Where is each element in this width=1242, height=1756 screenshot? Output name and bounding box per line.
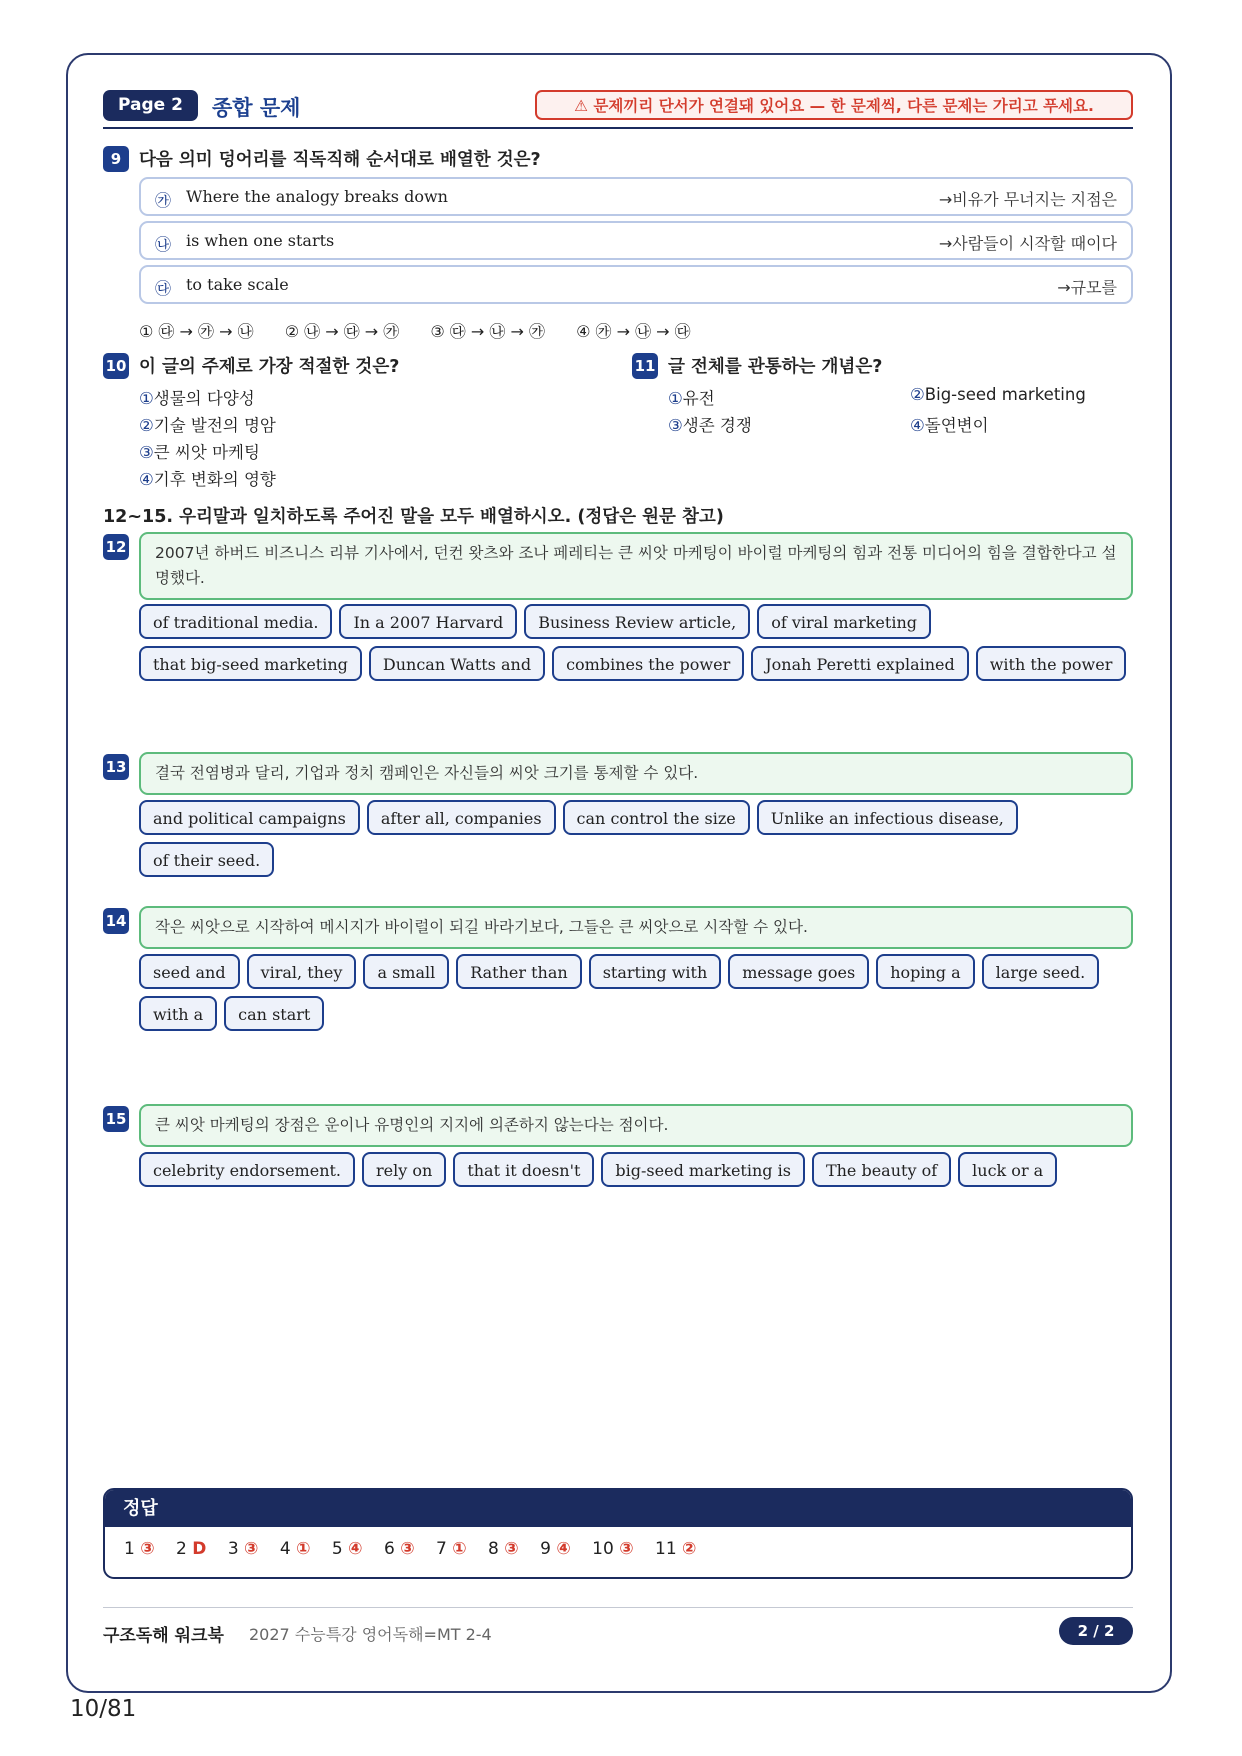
word-tile[interactable]: of traditional media. bbox=[139, 604, 332, 639]
question-9-text: 다음 의미 덩어리를 직독직해 순서대로 배열한 것은? bbox=[139, 150, 541, 170]
option-text: Big-seed marketing bbox=[924, 385, 1086, 404]
chunk-symbol: ㉮ bbox=[155, 191, 172, 210]
chunk-symbol: ㉯ bbox=[155, 235, 172, 254]
question-number-13: 13 bbox=[103, 754, 129, 780]
answer-item: 5 ④ bbox=[331, 1539, 363, 1559]
word-tile[interactable]: that big-seed marketing bbox=[139, 646, 362, 681]
option-item[interactable] bbox=[910, 412, 989, 436]
question-10-text: 이 글의 주제로 가장 적절한 것은? bbox=[139, 357, 400, 377]
word-tile[interactable]: can start bbox=[224, 996, 324, 1031]
option-mark: ② bbox=[910, 385, 925, 404]
option-mark: ③ bbox=[139, 443, 154, 462]
word-tile[interactable]: celebrity endorsement. bbox=[139, 1152, 355, 1187]
word-tile[interactable]: with a bbox=[139, 996, 217, 1031]
word-tile[interactable]: large seed. bbox=[982, 954, 1100, 989]
answer-item: 2 D bbox=[176, 1539, 207, 1559]
word-tile[interactable]: combines the power bbox=[552, 646, 744, 681]
answer-item: 10 ③ bbox=[592, 1539, 634, 1559]
option-mark: ② bbox=[139, 416, 154, 435]
answer-key-row bbox=[105, 1527, 1131, 1559]
header-divider bbox=[103, 127, 1133, 129]
answer-item: 1 ③ bbox=[124, 1539, 155, 1559]
chunk-english: is when one starts bbox=[186, 231, 335, 250]
question-number-15: 15 bbox=[103, 1106, 129, 1132]
option-item[interactable] bbox=[139, 439, 260, 463]
word-tile[interactable]: with the power bbox=[976, 646, 1127, 681]
word-tile[interactable]: after all, companies bbox=[367, 800, 556, 835]
option-mark: ① bbox=[139, 389, 154, 408]
footer-title: 구조독해 워크북 bbox=[103, 1626, 224, 1646]
word-tile[interactable]: a small bbox=[363, 954, 449, 989]
answer-key bbox=[103, 1488, 1133, 1579]
answer-item: 11 ② bbox=[655, 1539, 697, 1559]
word-tile[interactable]: Duncan Watts and bbox=[369, 646, 545, 681]
korean-prompt: 작은 씨앗으로 시작하여 메시지가 바이럴이 되길 바라기보다, 그들은 큰 씨앗으로 시작할 수 있다. bbox=[139, 906, 1133, 949]
word-tiles bbox=[139, 604, 1139, 688]
option-text: 돌연변이 bbox=[924, 416, 989, 435]
word-tile[interactable]: that it doesn't bbox=[453, 1152, 594, 1187]
question-number-12: 12 bbox=[103, 534, 129, 560]
question-number-11: 11 bbox=[632, 353, 658, 379]
word-tile[interactable]: Unlike an infectious disease, bbox=[757, 800, 1018, 835]
word-tile[interactable]: starting with bbox=[589, 954, 722, 989]
question-9-options bbox=[139, 319, 717, 342]
footer-divider bbox=[103, 1607, 1133, 1608]
footer-page-badge: 2 / 2 bbox=[1059, 1617, 1133, 1645]
word-tile[interactable]: seed and bbox=[139, 954, 240, 989]
option-item[interactable] bbox=[910, 385, 1086, 404]
option-item[interactable]: ③ ㉰ → ㉯ → ㉮ bbox=[430, 322, 545, 341]
word-tile[interactable]: big-seed marketing is bbox=[601, 1152, 805, 1187]
word-tile[interactable]: viral, they bbox=[247, 954, 357, 989]
option-text: 생물의 다양성 bbox=[153, 389, 255, 408]
chunk-korean: →사람들이 시작할 때이다 bbox=[938, 234, 1117, 253]
footer-subtitle: 2027 수능특강 영어독해=MT 2-4 bbox=[249, 1625, 492, 1644]
option-text: 유전 bbox=[682, 389, 715, 408]
word-tile[interactable]: rely on bbox=[362, 1152, 446, 1187]
korean-prompt: 2007년 하버드 비즈니스 리뷰 기사에서, 던컨 왓츠와 조나 페레티는 큰 씨앗 마케팅이 바이럴 마케팅의 힘과 전통 미디어의 힘을 결합한다고 설명했다. bbox=[139, 532, 1133, 600]
answer-item: 8 ③ bbox=[488, 1539, 519, 1559]
option-item[interactable] bbox=[668, 385, 715, 409]
korean-prompt: 큰 씨앗 마케팅의 장점은 운이나 유명인의 지지에 의존하지 않는다는 점이다. bbox=[139, 1104, 1133, 1147]
section-heading: 12~15. 우리말과 일치하도록 주어진 말을 모두 배열하시오. (정답은 원문 참고) bbox=[103, 507, 724, 527]
question-number-14: 14 bbox=[103, 908, 129, 934]
answer-item: 6 ③ bbox=[383, 1539, 415, 1559]
word-tiles bbox=[139, 954, 1139, 1038]
chunk-symbol: ㉰ bbox=[155, 279, 172, 298]
option-item[interactable] bbox=[668, 412, 752, 436]
word-tile[interactable]: luck or a bbox=[958, 1152, 1057, 1187]
word-tile[interactable]: and political campaigns bbox=[139, 800, 360, 835]
option-mark: ③ bbox=[668, 416, 683, 435]
page-title: 종합 문제 bbox=[212, 96, 301, 120]
option-item[interactable]: ② ㉯ → ㉰ → ㉮ bbox=[284, 322, 400, 341]
page-counter: 10/81 bbox=[70, 1696, 137, 1722]
chunk-row bbox=[139, 177, 1133, 216]
answer-key-title: 정답 bbox=[105, 1490, 1131, 1527]
chunk-row bbox=[139, 221, 1133, 260]
option-item[interactable] bbox=[139, 385, 255, 409]
word-tile[interactable]: of their seed. bbox=[139, 842, 274, 877]
chunk-row bbox=[139, 265, 1133, 304]
option-item[interactable] bbox=[139, 466, 276, 490]
question-11-text: 글 전체를 관통하는 개념은? bbox=[668, 357, 883, 377]
word-tile[interactable]: message goes bbox=[728, 954, 869, 989]
chunk-korean: →비유가 무너지는 지점은 bbox=[938, 190, 1117, 209]
page-badge: Page 2 bbox=[103, 90, 198, 121]
chunk-english: Where the analogy breaks down bbox=[186, 187, 448, 206]
word-tiles bbox=[139, 1152, 1139, 1194]
answer-item: 9 ④ bbox=[540, 1539, 571, 1559]
option-text: 큰 씨앗 마케팅 bbox=[153, 443, 260, 462]
question-number-10: 10 bbox=[103, 353, 129, 379]
question-number-9: 9 bbox=[103, 146, 129, 172]
warning-banner: ⚠ 문제끼리 단서가 연결돼 있어요 — 한 문제씩, 다른 문제는 가리고 푸세요. bbox=[535, 90, 1133, 120]
word-tile[interactable]: hoping a bbox=[876, 954, 974, 989]
answer-item: 4 ① bbox=[279, 1539, 311, 1559]
word-tile[interactable]: of viral marketing bbox=[757, 604, 931, 639]
chunk-korean: →규모를 bbox=[1057, 278, 1117, 297]
option-item[interactable]: ④ ㉮ → ㉯ → ㉰ bbox=[576, 322, 691, 341]
chunk-english: to take scale bbox=[186, 275, 289, 294]
answer-item: 7 ① bbox=[436, 1539, 467, 1559]
word-tile[interactable]: Jonah Peretti explained bbox=[751, 646, 969, 681]
word-tiles bbox=[139, 800, 1139, 884]
word-tile[interactable]: Business Review article, bbox=[524, 604, 750, 639]
option-mark: ④ bbox=[910, 416, 925, 435]
word-tile[interactable]: can control the size bbox=[563, 800, 750, 835]
option-text: 생존 경쟁 bbox=[682, 416, 752, 435]
answer-item: 3 ③ bbox=[227, 1539, 259, 1559]
word-tile[interactable]: The beauty of bbox=[812, 1152, 951, 1187]
option-text: 기후 변화의 영향 bbox=[153, 470, 276, 489]
option-mark: ① bbox=[668, 389, 683, 408]
option-item[interactable] bbox=[139, 412, 276, 436]
korean-prompt: 결국 전염병과 달리, 기업과 정치 캠페인은 자신들의 씨앗 크기를 통제할 수 있다. bbox=[139, 752, 1133, 795]
option-item[interactable]: ① ㉰ → ㉮ → ㉯ bbox=[139, 322, 254, 341]
word-tile[interactable]: In a 2007 Harvard bbox=[339, 604, 517, 639]
option-mark: ④ bbox=[139, 470, 154, 489]
option-text: 기술 발전의 명암 bbox=[153, 416, 276, 435]
word-tile[interactable]: Rather than bbox=[456, 954, 581, 989]
